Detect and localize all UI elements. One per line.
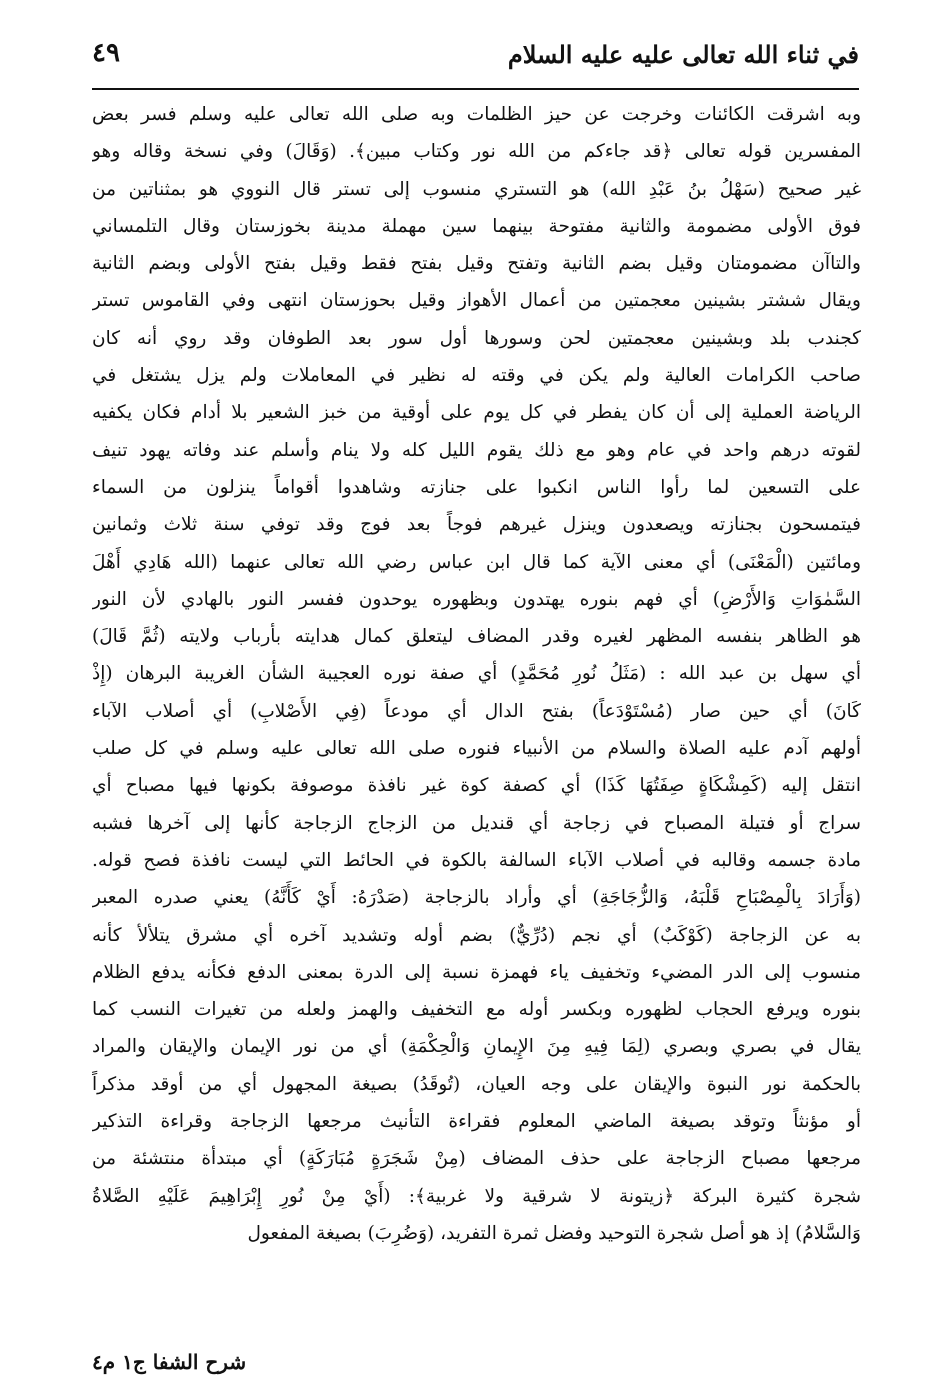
body-text (92, 96, 861, 1252)
text-line: فيتمسحون بجنازته ويصعدون وينزل غيرهم فوجاً بعد فوج وقد توفي سنة ثلاث وثمانين (92, 514, 861, 536)
text-line: صاحب الكرامات العالية ولم يكن في وقته له نظير في المعاملات ولم يزل يشتغل في (92, 365, 861, 387)
text-line: غير صحيح (سَهْلُ بنُ عَبْدِ الله) هو التستري منسوب إلى تستر قال النووي هو بمثناتين من (92, 178, 861, 200)
text-line: السَّمٰوَاتِ وَالأَرْضِ) أي فهم بنوره يهتدون وبظهوره يوحدون ففسر النور بالهادي لأن النور (92, 588, 861, 610)
text-line: أو مؤنثاً وتوقد بصيغة الماضي المعلوم فقراءة التأنيث مرجعها الزجاجة وقراءة التذكير (92, 1111, 861, 1133)
text-line: بالحكمة نور النبوة والإيقان على وجه العيان، (تُوقَدُ) بصيغة المجهول أي من أوقد مذكراً (92, 1073, 861, 1095)
text-line: منسوب إلى الدر المضيء وتخفيف ياء فهمزة نسبة إلى الدرة بمعنى الدفع فكأنه يدفع الظلام (92, 961, 861, 983)
page-header (92, 34, 859, 82)
text-line: كَانَ) أي حين صار (مُسْتَوْدَعاً) بفتح الدال أي مودعاً (فِي الأَصْلابِ) أي أصلاب الآباء (92, 700, 861, 722)
page-number: ٤٩ (92, 38, 120, 68)
text-line: سراج أو فتيلة المصباح في زجاجة أي قنديل من الزجاج الزجاجة كأنها إلى آخرها فشبه (92, 812, 861, 834)
text-line: والتاآن مضمومتان وقيل بضم الثانية وتفتح وقيل بفتح فقط وقيل بفتح الأولى وبضم الثانية (92, 253, 861, 275)
text-line: وَالسَّلامُ) إذ هو أصل شجرة التوحيد وفضل ثمرة التفريد، (وَضُرِبَ) بصيغة المفعول (247, 1222, 861, 1244)
text-line: وبه اشرقت الكائنات وخرجت عن حيز الظلمات وبه صلى الله تعالى عليه وسلم فسر بعض (92, 104, 861, 125)
text-line: مادة جسمه وقالبه في أصلاب الآباء السالفة بالكوة في الحائط التي ليست نافذة فصح قوله. (92, 849, 861, 871)
text-line: ويقال ششتر بشينين معجمتين من أعمال الأهواز وقيل بحوزستان انتهى وفي القاموس تستر (92, 290, 861, 312)
text-line: انتقل إليه (كَمِشْكَاةٍ صِفَتُهَا كَذَا) أي كصفة كوة غير نافذة موصوفة بكونها فيها مصباح أي (92, 775, 861, 797)
text-line: أولهم آدم عليه الصلاة والسلام من الأنبياء فنوره صلى الله تعالى عليه وسلم في كل صلب (92, 738, 861, 760)
footer-signature: شرح الشفا ج١ م٤ (92, 1350, 247, 1374)
text-line: المفسرين قوله تعالى ﴿قد جاءكم من الله نور وكتاب مبين﴾. (وَقَالَ) وفي نسخة وقاله وهو (92, 141, 861, 163)
text-line: كجندب بلد وبشينين معجمتين لحن وسورها أول سور بعد الطوفان وقد روي أنه كان (92, 327, 861, 349)
text-line: الرياضة العملية إلى أن كان يفطر في كل يوم على أوقية من خبز الشعير بلا أدام فكان يكفيه (92, 402, 861, 424)
text-line: مرجعها مصباح الزجاجة على حذف المضاف (مِنْ شَجَرَةٍ مُبَارَكَةٍ) أي مبتدأة منتشئة من (92, 1148, 861, 1170)
running-title: في ثناء الله تعالى عليه عليه السلام (507, 40, 859, 69)
text-line: هو الظاهر بنفسه المظهر لغيره وقدر المضاف ليتعلق كمال هدايته بأرباب ولايته (ثُمَّ قَالَ) (92, 626, 861, 648)
text-line: به عن الزجاجة (كَوْكَبٌ) أي نجم (دُرِّيٌّ) بضم أوله وتشديد آخره أي مشرق يتلألأ كأنه (92, 924, 861, 946)
text-line: أي سهل بن عبد الله : (مَثَلُ نُورِ مُحَمَّدٍ) أي صفة نوره العجيبة الشأن الغريبة البرهان (إِذْ (92, 663, 861, 685)
text-line: ومائتين (الْمَعْنَى) أي معنى الآية كما قال ابن عباس رضي الله تعالى عنهما (الله هَادِي أَهْلَ (92, 551, 861, 573)
text-line: يقال في بصري وبصري (لِمَا فِيهِ مِنَ الإِيمانِ وَالْحِكْمَةِ) أي من نور الإيمان والإيقان والمراد (92, 1036, 861, 1058)
text-line: بنوره ويرفع الحجاب لظهوره وبكسر أوله مع التخفيف والهمز ولعله من تغيرات النسب كما (92, 999, 861, 1021)
text-line: شجرة كثيرة البركة ﴿زيتونة لا شرقية ولا غربية﴾: (أَيْ مِنْ نُورِ إِبْرَاهِيمَ عَلَيْهِ الصَّلاةُ (92, 1185, 861, 1207)
text-line: لقوته درهم واحد في عام وهو مع ذلك يقوم الليل كله ولا ينام وأسلم عند وفاته يهود تنيف (92, 439, 861, 461)
text-line: (وَأَرَادَ بِالْمِصْبَاحِ قَلْبَهُ، وَالزُّجَاجَةِ) أي وأراد بالزجاجة (صَدْرَهُ: أَيْ كَأَنَّهُ) يعني صدره المعبر (92, 887, 861, 909)
text-line: فوق الأولى مضمومة والثانية مفتوحة بينهما سين مهملة مدينة بخوزستان وقال التلمساني (92, 215, 861, 237)
text-line: على التسعين لما رأوا الناس انكبوا على جنازته وشاهدوا أقواماً ينزلون من السماء (92, 476, 861, 498)
header-rule (92, 88, 859, 90)
